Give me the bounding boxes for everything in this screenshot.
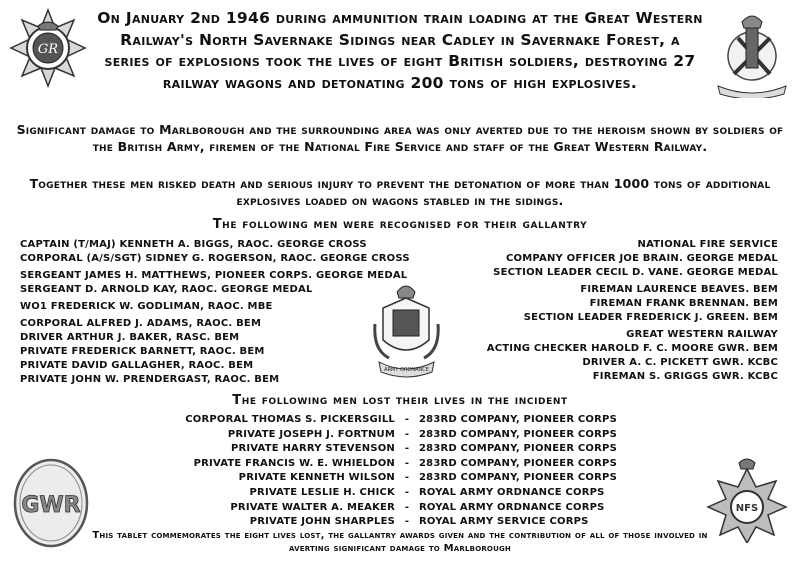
lost-name: PRIVATE KENNETH WILSON xyxy=(238,472,395,484)
award-line: WO1 FREDERICK W. GODLIMAN, RAOC. MBE xyxy=(20,301,273,312)
risked-death-paragraph: Together these men risked death and serious injury to prevent the detonation of more than 1000 tons of additional explosives loaded on wagons stabled in the sidings. xyxy=(29,176,771,208)
raoc-scroll-text: ARMY ORDNANCE xyxy=(384,367,429,373)
damage-averted-paragraph: Significant damage to Marlborough and the surrounding area was only averted due to the heroism shown by soldiers of the British Army, firemen of the National Fire Service and staff of the Great Western Railway. xyxy=(16,122,784,154)
award-line: CORPORAL ALFRED J. ADAMS, RAOC. BEM xyxy=(20,318,262,329)
lost-name: PRIVATE LESLIE H. CHICK xyxy=(249,486,395,498)
civilian-awards-list xyxy=(487,238,778,384)
lost-name: CORPORAL THOMAS S. PICKERSGILL xyxy=(185,414,395,425)
separator: - xyxy=(404,457,410,469)
separator: - xyxy=(404,443,410,455)
gallantry-heading: The following men were recognised for their gallantry xyxy=(212,217,588,232)
lost-row xyxy=(90,428,710,443)
award-line: COMPANY OFFICER JOE BRAIN. GEORGE MEDAL xyxy=(506,253,778,264)
lost-lives-heading: The following men lost their lives in the incident xyxy=(232,393,568,408)
award-group-title: NATIONAL FIRE SERVICE xyxy=(637,239,778,250)
award-line: SECTION LEADER CECIL D. VANE. GEORGE MEDAL xyxy=(493,267,778,278)
nfs-badge-icon xyxy=(706,455,788,543)
lost-unit: 283RD COMPANY, PIONEER CORPS xyxy=(419,457,617,469)
lost-row xyxy=(90,515,710,530)
lost-lives-list xyxy=(90,413,710,530)
lost-row xyxy=(90,501,710,516)
award-line: SERGEANT D. ARNOLD KAY, RAOC. GEORGE MEDAL xyxy=(20,284,313,295)
separator: - xyxy=(404,428,410,440)
award-line: PRIVATE DAVID GALLAGHER, RAOC. BEM xyxy=(20,360,254,371)
lost-name: PRIVATE JOHN SHARPLES xyxy=(249,516,395,528)
lost-name: PRIVATE HARRY STEVENSON xyxy=(230,443,395,455)
intro-text: On January 2nd 1946 during ammunition train loading at the Great Western Railway's North Savernake Sidings near Cadley in Savernake Forest, a series of explosions took the lives of eight British soldiers, destroying 27 railway wagons and detonating 200 tons of high explosives. xyxy=(97,9,703,92)
award-line: PRIVATE JOHN W. PRENDERGAST, RAOC. BEM xyxy=(20,374,280,385)
award-line: SECTION LEADER FREDERICK J. GREEN. BEM xyxy=(523,312,778,323)
commemoration-footer: This tablet commemorates the eight lives lost, the gallantry awards given and the contribution of all of those involved in averting significant damage to Marlborough xyxy=(92,530,708,554)
separator: - xyxy=(404,516,410,528)
pioneer-corps-badge-icon xyxy=(712,8,792,98)
award-line: FIREMAN S. GRIGGS GWR. KCBC xyxy=(592,371,778,382)
lost-row xyxy=(90,486,710,501)
lost-unit: 283RD COMPANY, PIONEER CORPS xyxy=(419,443,617,455)
lost-unit: 283RD COMPANY, PIONEER CORPS xyxy=(419,428,617,440)
award-line: FIREMAN LAURENCE BEAVES. BEM xyxy=(580,284,778,295)
award-group-title: GREAT WESTERN RAILWAY xyxy=(626,329,778,340)
monogram-text: GR xyxy=(37,42,59,57)
separator: - xyxy=(404,472,410,484)
lost-unit: ROYAL ARMY ORDNANCE CORPS xyxy=(419,501,605,513)
award-line: FIREMAN FRANK BRENNAN. BEM xyxy=(589,298,778,309)
lost-name: PRIVATE JOSEPH J. FORTNUM xyxy=(227,428,395,440)
separator: - xyxy=(404,486,410,498)
award-line: SERGEANT JAMES H. MATTHEWS, PIONEER CORPS. GEORGE MEDAL xyxy=(20,270,408,281)
award-line: DRIVER A. C. PICKETT GWR. KCBC xyxy=(582,357,778,368)
lost-unit: 283RD COMPANY, PIONEER CORPS xyxy=(419,472,617,484)
lost-name: PRIVATE WALTER A. MEAKER xyxy=(230,501,395,513)
award-line: ACTING CHECKER HAROLD F. C. MOORE GWR. BEM xyxy=(486,343,778,354)
rasc-badge-icon xyxy=(8,8,88,88)
lost-row xyxy=(90,457,710,472)
army-awards-list xyxy=(20,238,410,387)
lost-row xyxy=(90,413,710,428)
separator: - xyxy=(404,501,410,513)
award-line: CORPORAL (A/S/SGT) SIDNEY G. ROGERSON, RAOC. GEORGE CROSS xyxy=(20,253,410,264)
award-line: PRIVATE FREDERICK BARNETT, RAOC. BEM xyxy=(20,346,265,357)
nfs-logo-text: NFS xyxy=(735,503,759,514)
lost-unit: ROYAL ARMY ORDNANCE CORPS xyxy=(419,486,605,498)
gwr-logo-icon xyxy=(12,458,90,548)
lost-unit: 283RD COMPANY, PIONEER CORPS xyxy=(419,414,617,425)
award-line: CAPTAIN (T/MAJ) KENNETH A. BIGGS, RAOC. GEORGE CROSS xyxy=(20,239,367,250)
separator: - xyxy=(404,414,410,425)
lost-row xyxy=(90,442,710,457)
lost-name: PRIVATE FRANCIS W. E. WHIELDON xyxy=(193,457,395,469)
award-line: DRIVER ARTHUR J. BAKER, RASC. BEM xyxy=(20,332,240,343)
gwr-logo-text: GWR xyxy=(21,493,81,518)
lost-unit: ROYAL ARMY SERVICE CORPS xyxy=(419,516,589,528)
lost-row xyxy=(90,471,710,486)
